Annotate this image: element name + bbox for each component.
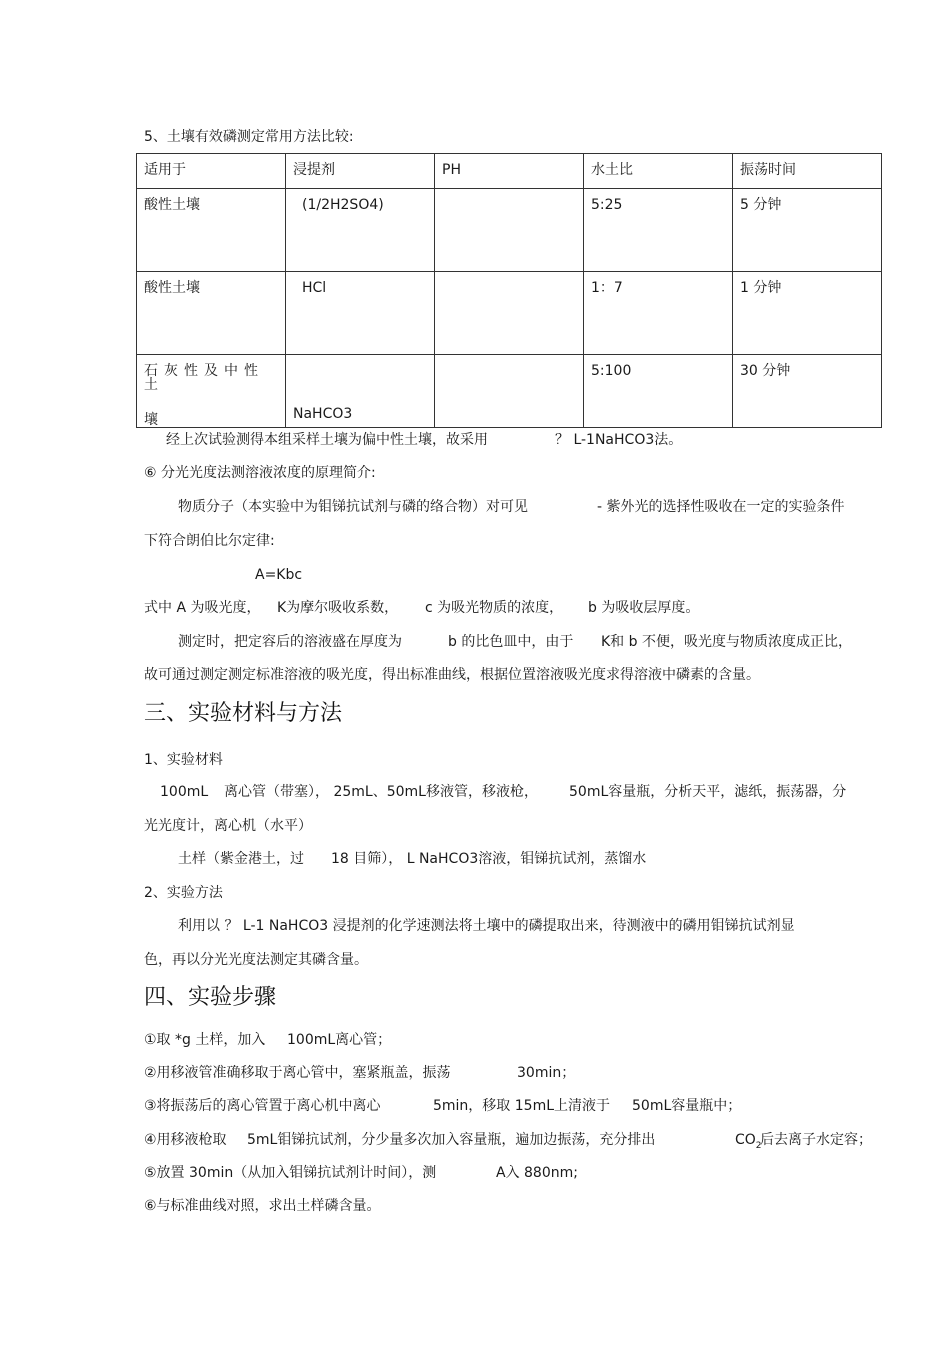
- ratio-cell: 5:100: [584, 355, 733, 428]
- soil-cell: 酸性土壤: [137, 189, 286, 272]
- legend-b: b 为吸收层厚度。: [588, 600, 700, 616]
- section6-title: ⑥ 分光光度法测溶液浓度的原理简介:: [144, 465, 376, 481]
- step-6: ⑥与标准曲线对照，求出土样磷含量。: [144, 1198, 381, 1214]
- materials-text: 18 目筛）， L NaHCO3溶液，钼锑抗试剂，蒸馏水: [331, 851, 647, 867]
- table-row: [137, 355, 882, 428]
- header-cell: 适用于: [137, 154, 286, 189]
- header-cell: 浸提剂: [286, 154, 435, 189]
- step-3-cont: 5min，移取 15mL上清液于: [433, 1098, 611, 1114]
- principle-text: - 紫外光的选择性吸收在一定的实验条件: [597, 499, 845, 515]
- soil-cell: 酸性土壤: [137, 272, 286, 355]
- principle-text: 物质分子（本实验中为钼锑抗试剂与磷的络合物）对可见: [178, 499, 528, 515]
- method-title: 2、实验方法: [144, 885, 223, 901]
- extractant-value: (1/2H2SO4): [302, 197, 384, 213]
- header-cell: 振荡时间: [733, 154, 882, 189]
- method-comparison-table: [136, 153, 882, 428]
- legend-a: 式中 A 为吸光度，: [144, 600, 261, 616]
- principle-text: K和 b 不便，吸光度与物质浓度成正比，: [601, 634, 852, 650]
- extractant-cell: [286, 355, 435, 428]
- step-2-cont: 30min；: [517, 1065, 576, 1081]
- soil-line-2: 壤: [144, 412, 158, 428]
- legend-k: K为摩尔吸收系数，: [277, 600, 399, 616]
- extractant-cell: [286, 189, 435, 272]
- principle-text: 测定时，把定容后的溶液盛在厚度为: [178, 634, 402, 650]
- ph-cell: [435, 189, 584, 272]
- step-2: ②用移液管准确移取于离心管中，塞紧瓶盖，振荡: [144, 1065, 451, 1081]
- co2-text: CO: [735, 1132, 756, 1148]
- header-cell: 水土比: [584, 154, 733, 189]
- materials-text: 100mL: [160, 784, 209, 800]
- ph-cell: [435, 355, 584, 428]
- beer-lambert-formula: A=Kbc: [255, 567, 303, 583]
- method-text: 利用以 ？ L-1 NaHCO3 浸提剂的化学速测法将土壤中的磷提取出来，待测液中的磷用钼锑抗试剂显: [178, 918, 795, 934]
- table-row: [137, 189, 882, 272]
- method-text: 色，再以分光光度法测定其磷含量。: [144, 952, 368, 968]
- method-note-text: 经上次试验测得本组采样土壤为偏中性土壤，故采用: [166, 432, 488, 448]
- step-3: ③将振荡后的离心管置于离心机中离心: [144, 1098, 381, 1114]
- materials-text: 离心管（带塞）， 25mL、50mL移液管，移液枪，: [224, 784, 538, 800]
- step-1: ①取 *g 土样，加入: [144, 1032, 266, 1048]
- step-4: ④用移液枪取: [144, 1132, 227, 1148]
- materials-text: 土样（紫金港土，过: [178, 851, 304, 867]
- table-header-row: [137, 154, 882, 189]
- soil-cell: [137, 355, 286, 428]
- method-note-reagent: ？ L-1NaHCO3法。: [555, 432, 683, 448]
- section-heading-steps: 四、实验步骤: [144, 985, 277, 1010]
- materials-text: 50mL容量瓶，分析天平，滤纸，振荡器，分: [569, 784, 847, 800]
- materials-title: 1、实验材料: [144, 752, 223, 768]
- step-3-cont: 50mL容量瓶中；: [632, 1098, 742, 1114]
- section5-title: 5、土壤有效磷测定常用方法比较:: [144, 129, 354, 145]
- principle-text: b 的比色皿中，由于: [448, 634, 574, 650]
- ratio-cell: 1：7: [584, 272, 733, 355]
- principle-text: 故可通过测定测定标准溶液的吸光度，得出标准曲线，根据位置溶液吸光度求得溶液中磷素的含量。: [144, 667, 760, 683]
- step-5: ⑤放置 30min（从加入钼锑抗试剂计时间），测: [144, 1165, 437, 1181]
- step-4-cont: 后去离子水定容；: [760, 1132, 872, 1148]
- step-4-cont: 5mL钼锑抗试剂，分少量多次加入容量瓶，遍加边振荡，充分排出: [247, 1132, 656, 1148]
- ratio-cell: 5:25: [584, 189, 733, 272]
- time-cell: 30 分钟: [733, 355, 882, 428]
- extractant-value: HCl: [302, 280, 327, 296]
- principle-text: 下符合朗伯比尔定律:: [144, 533, 275, 549]
- extractant-cell: [286, 272, 435, 355]
- ph-cell: [435, 272, 584, 355]
- time-cell: 1 分钟: [733, 272, 882, 355]
- extractant-value: NaHCO3: [293, 406, 353, 422]
- step-1-cont: 100mL离心管；: [287, 1032, 392, 1048]
- table-row: [137, 272, 882, 355]
- co2-subscript: 2: [755, 1140, 762, 1151]
- legend-c: c 为吸光物质的浓度，: [425, 600, 564, 616]
- materials-text: 光光度计，离心机（水平）: [144, 818, 312, 834]
- step-4-co2: [735, 1133, 762, 1151]
- step-5-cont: A入 880nm;: [496, 1165, 578, 1181]
- time-cell: 5 分钟: [733, 189, 882, 272]
- section-heading-materials: 三、实验材料与方法: [144, 701, 343, 726]
- soil-line-1: 石灰性及中性土: [144, 363, 264, 393]
- header-cell: PH: [435, 154, 584, 189]
